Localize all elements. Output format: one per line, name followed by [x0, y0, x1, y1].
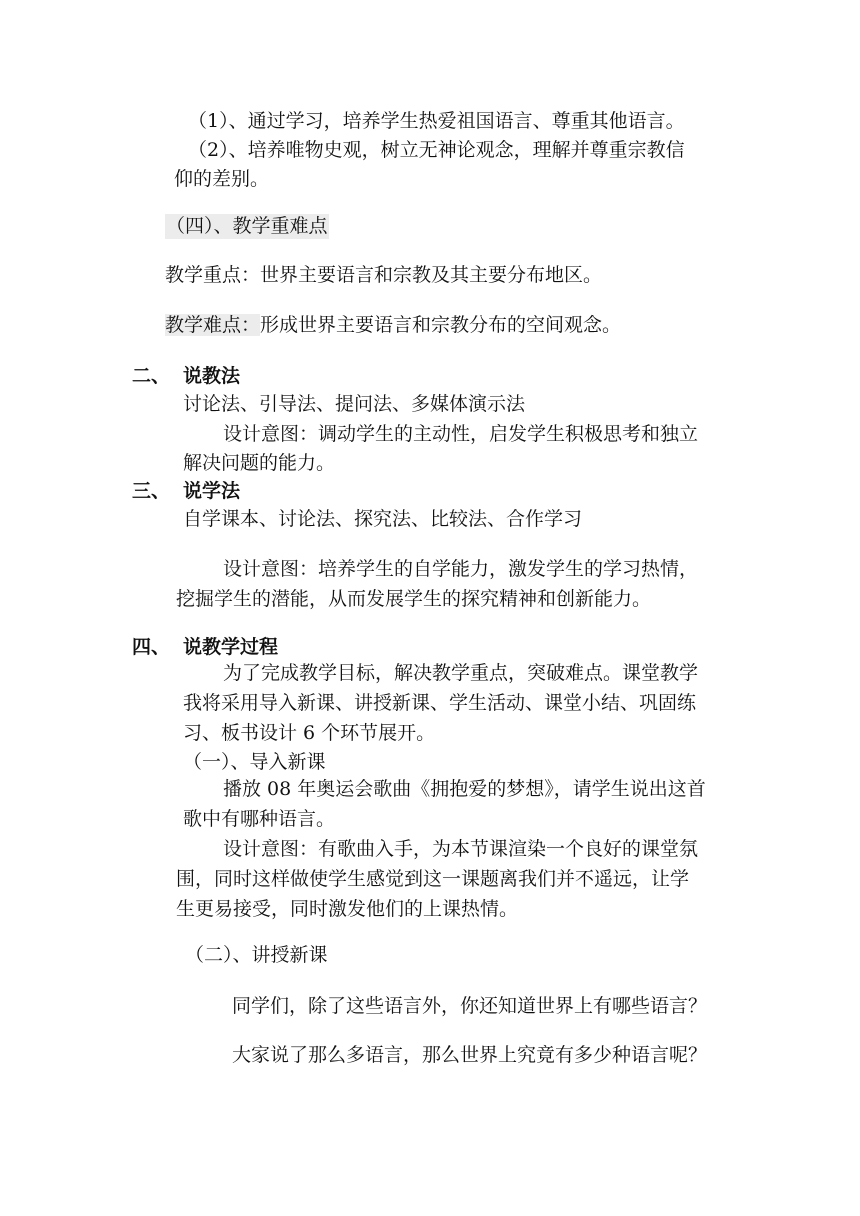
section-title-teaching-method: 说教法: [183, 365, 241, 387]
goal-item-2-line-1: （2）、培养唯物史观，树立无神论观念，理解并尊重宗教信: [188, 139, 685, 161]
step-1-heading: （一）、导入新课: [183, 751, 326, 773]
learning-intent-line-2: 挖掘学生的潜能，从而发展学生的探究精神和创新能力。: [176, 588, 652, 610]
teaching-intent-line-2: 解决问题的能力。: [183, 452, 336, 474]
section-title-teaching-process: 说教学过程: [183, 636, 279, 658]
key-point-label: 教学重点：: [165, 264, 261, 286]
step-1-line-2: 歌中有哪种语言。: [183, 808, 336, 830]
step-1-intent-line-1: 设计意图：有歌曲入手，为本节课渲染一个良好的课堂氛: [223, 838, 699, 860]
step-2-heading: （二）、讲授新课: [185, 944, 328, 966]
section-number-3: 三、: [132, 480, 171, 502]
step-2-question-2: 大家说了那么多语言，那么世界上究竟有多少种语言呢？: [232, 1044, 708, 1066]
section-number-2: 二、: [132, 365, 171, 387]
goal-item-1: （1）、通过学习，培养学生热爱祖国语言、尊重其他语言。: [188, 110, 685, 132]
difficult-point-text: 形成世界主要语言和宗教分布的空间观念。: [260, 314, 622, 336]
key-difficult-heading: （四）、教学重难点: [166, 215, 328, 237]
section-number-4: 四、: [132, 636, 171, 658]
step-1-intent-line-2: 围，同时这样做使学生感觉到这一课题离我们并不遥远，让学: [176, 868, 690, 890]
key-point: [165, 266, 602, 285]
process-intro-line-1: 为了完成教学目标，解决教学重点，突破难点。课堂教学: [223, 662, 699, 684]
learning-methods-list: 自学课本、讨论法、探究法、比较法、合作学习: [183, 508, 583, 530]
difficult-point-label: 教学难点：: [165, 314, 261, 336]
step-1-intent-line-3: 生更易接受，同时激发他们的上课热情。: [176, 898, 519, 920]
step-2-question-1: 同学们，除了这些语言外，你还知道世界上有哪些语言？: [232, 995, 708, 1017]
process-intro-line-2: 我将采用导入新课、讲授新课、学生活动、课堂小结、巩固练: [183, 692, 697, 714]
process-intro-line-3: 习、板书设计 6 个环节展开。: [183, 722, 436, 744]
teaching-methods-list: 讨论法、引导法、提问法、多媒体演示法: [183, 393, 526, 415]
key-point-text: 世界主要语言和宗教及其主要分布地区。: [260, 264, 603, 286]
learning-intent-line-1: 设计意图：培养学生的自学能力，激发学生的学习热情，: [223, 558, 699, 580]
teaching-intent-line-1: 设计意图：调动学生的主动性，启发学生积极思考和独立: [223, 423, 699, 445]
section-title-learning-method: 说学法: [183, 480, 241, 502]
difficult-point: [165, 316, 621, 335]
goal-item-2-line-2: 仰的差别。: [174, 168, 270, 190]
step-1-line-1: 播放 08 年奥运会歌曲《拥抱爱的梦想》，请学生说出这首: [223, 778, 706, 800]
